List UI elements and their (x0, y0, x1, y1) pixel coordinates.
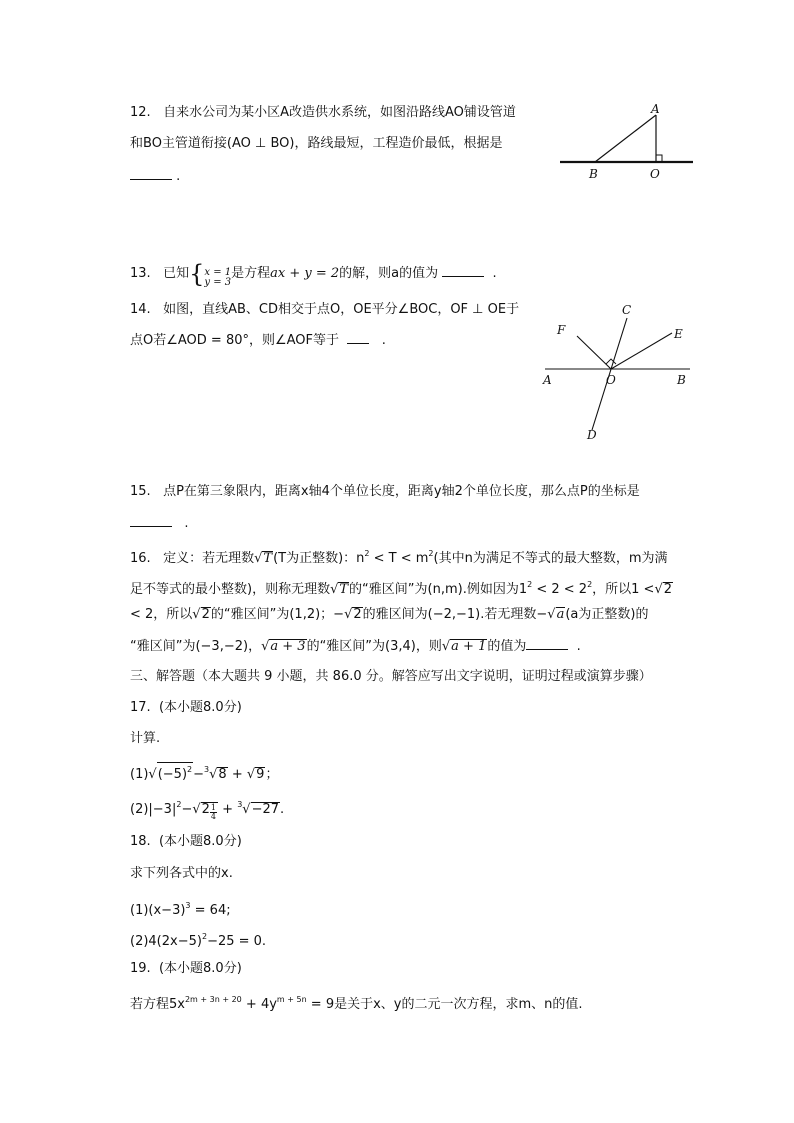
q15-line1: 15. 点P在第三象限内，距离x轴4个单位长度，距离y轴2个单位长度，那么点P的坐标是 (130, 484, 640, 499)
q12-label-a: A (651, 102, 660, 116)
q17-part1: $(1)√(-5)^2-^3√8 + √9$； (130, 760, 278, 785)
answer-blank[interactable] (526, 636, 568, 650)
section-heading: 三、解答题（本大题共 9 小题，共 86.0 分。解答应写出文字说明，证明过程或演算步骤） (130, 669, 652, 684)
q14-line2: 点O若∠AOD = 80°，则∠AOF等于 . (130, 330, 386, 351)
q12-line3: . (130, 166, 180, 187)
q12-number: 12. (130, 105, 151, 120)
q12-text-1: 自来水公司为某小区A改造供水系统，如图沿路线AO铺设管道 (163, 105, 516, 120)
q14-label-c: C (622, 303, 632, 317)
q14-label-f: F (557, 323, 566, 337)
q12-text-2: 和BO主管道衔接(AO ⊥ BO)，路线最短，工程造价最低，根据是 (130, 136, 503, 151)
q16-line3: < 2，所以√2的“雅区间”为(1,2)；−√2的雅区间为(−2,−1).若无理数−√a(a为正整数)的 (130, 607, 649, 622)
q18-header: 18. (本小题8.0分) (130, 834, 242, 849)
equation-system: x = 1 y = 3 (204, 267, 232, 288)
q12-figure (555, 100, 700, 185)
q19-header: 19. (本小题8.0分) (130, 961, 242, 976)
q14-label-o: O (606, 373, 616, 387)
q14-line1: 14. 如图，直线AB、CD相交于点O，OE平分∠BOC，OF ⊥ OE于 (130, 302, 520, 317)
q16-line2: 足不等式的最小整数)，则称无理数√T的“雅区间”为(n,m).例如因为$1^2 < 2 < 2^2$，所以1 <√2 (130, 580, 673, 597)
q19-text: 若方程$5x^{2m + 3n + 20} + 4y^{m + 5n} = 9$是关于x、y的二元一次方程，求m、n的值. (130, 995, 583, 1012)
q12-label-o: O (650, 167, 660, 181)
q18-prompt: 求下列各式中的x. (130, 866, 233, 881)
answer-blank[interactable] (130, 513, 172, 527)
q14-label-b: B (677, 373, 686, 387)
q15-line2: . (130, 513, 189, 534)
q12-line1 (130, 103, 516, 123)
q12-label-b: B (589, 167, 598, 181)
answer-blank[interactable] (130, 166, 172, 180)
q14-label-e: E (674, 327, 683, 341)
answer-blank[interactable] (442, 263, 484, 277)
q17-prompt: 计算. (130, 731, 161, 746)
q14-label-d: D (587, 428, 597, 442)
q13-line: 13. 已知{ x = 1 y = 3 是方程ax + y = 2的解，则a的值为 . (130, 260, 497, 288)
q12-line2 (130, 134, 502, 154)
q18-part1: $(1)(x-3)^3 = 64$; (130, 901, 231, 918)
q18-part2: $(2)4(2x-5)^2-25 = 0$. (130, 932, 267, 949)
q17-part2: $(2)|-3|^2-√2$ $\frac{1}{4}$ + $^3$√−27. (130, 800, 285, 821)
q16-line1: 16. 定义：若无理数√T(T为正整数)：$n^2 < T < m^2$(其中n为满足不等式的最大整数，m为满 (130, 549, 668, 566)
q17-header: 17. (本小题8.0分) (130, 700, 242, 715)
q14-figure (535, 298, 695, 448)
q16-line4: “雅区间”为(−3,−2)，√a + 3的“雅区间”为(3,4)，则√a + 1的值为 . (130, 636, 581, 657)
q14-label-a: A (543, 373, 552, 387)
answer-blank[interactable] (347, 330, 369, 344)
